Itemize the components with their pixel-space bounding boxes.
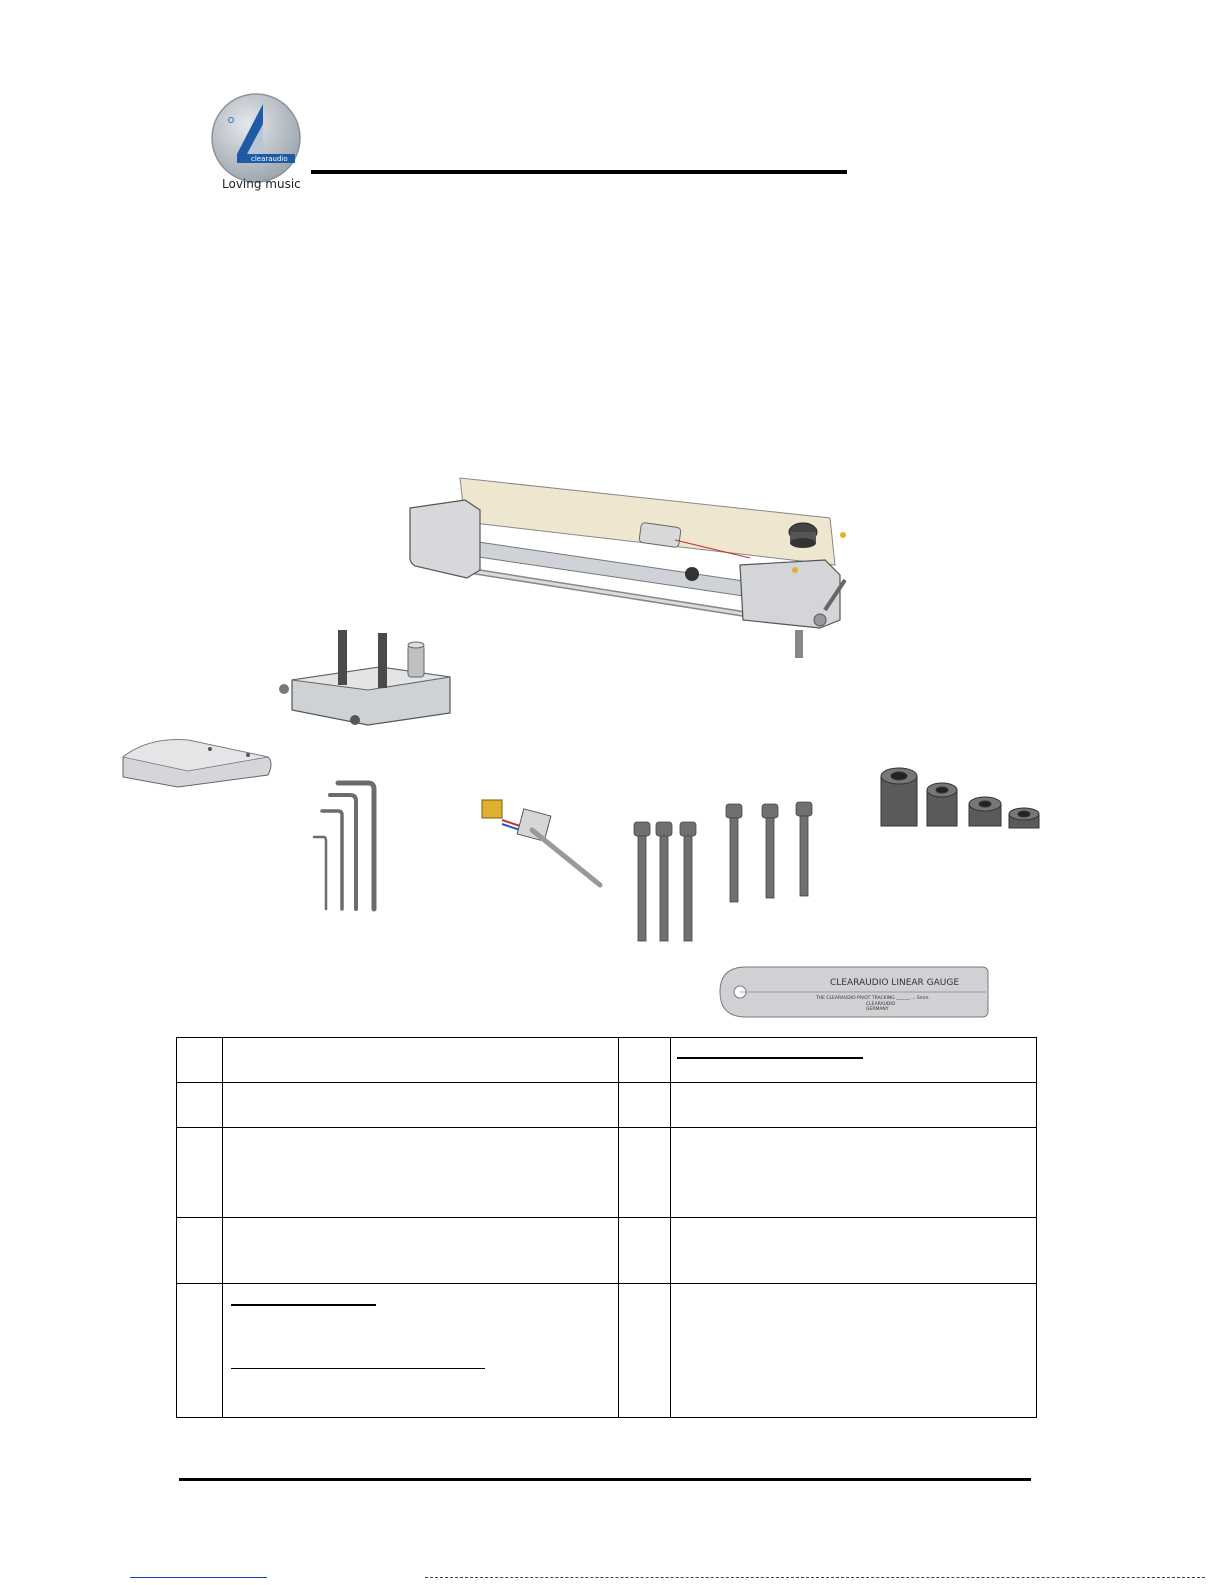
table-row — [177, 1083, 1037, 1128]
spacers-illustration — [875, 762, 1045, 832]
alignment-jig-illustration — [280, 625, 455, 730]
table-cell-number — [177, 1128, 223, 1218]
table-cell-description — [671, 1284, 1037, 1418]
table-cell-description — [671, 1038, 1037, 1083]
table-cell-description — [671, 1083, 1037, 1128]
table-cell-number — [619, 1083, 671, 1128]
table-cell-description — [671, 1128, 1037, 1218]
table-cell-number — [619, 1284, 671, 1418]
clearaudio-logo-icon — [207, 90, 305, 190]
logo-brand-text: clearaudio — [251, 155, 288, 163]
linear-gauge-illustration — [718, 965, 990, 1020]
table-row — [177, 1284, 1037, 1418]
table-row — [177, 1218, 1037, 1284]
table-row — [177, 1128, 1037, 1218]
table-cell-number — [619, 1218, 671, 1284]
table-cell-description — [223, 1038, 619, 1083]
table-row — [177, 1038, 1037, 1083]
table-cell-description — [671, 1218, 1037, 1284]
table-cell-number — [177, 1038, 223, 1083]
gauge-title: CLEARAUDIO LINEAR GAUGE — [830, 978, 960, 988]
table-cell-number — [619, 1128, 671, 1218]
tonearm-illustration — [405, 470, 865, 670]
footer-dotted-line — [425, 1577, 1205, 1578]
footer-link[interactable] — [130, 1577, 267, 1578]
base-plate-illustration — [118, 735, 276, 795]
cartridge-headshell-illustration — [472, 790, 607, 890]
table-cell-description — [223, 1284, 619, 1418]
table-cell-number — [177, 1284, 223, 1418]
short-screws-illustration — [720, 800, 820, 905]
table-cell-description — [223, 1128, 619, 1218]
footer-rule — [179, 1478, 1031, 1481]
table-cell-number — [177, 1083, 223, 1128]
allen-keys-illustration — [310, 775, 380, 915]
header-rule — [311, 170, 847, 174]
logo-caption: Loving music — [222, 177, 301, 191]
table-cell-number — [619, 1038, 671, 1083]
gauge-line-2: CLEARAUDIO — [866, 1002, 896, 1007]
text-underline — [231, 1368, 485, 1370]
table-cell-number — [177, 1218, 223, 1284]
parts-table — [176, 1037, 1037, 1418]
text-underline — [677, 1057, 863, 1059]
gauge-line-3: GERMANY — [866, 1007, 889, 1012]
text-underline — [231, 1304, 376, 1306]
gauge-line-1: THE CLEARAUDIO PIVOT TRACKING ______ ... Smm — [816, 996, 929, 1001]
long-screws-illustration — [630, 820, 705, 945]
table-cell-description — [223, 1218, 619, 1284]
table-cell-description — [223, 1083, 619, 1128]
